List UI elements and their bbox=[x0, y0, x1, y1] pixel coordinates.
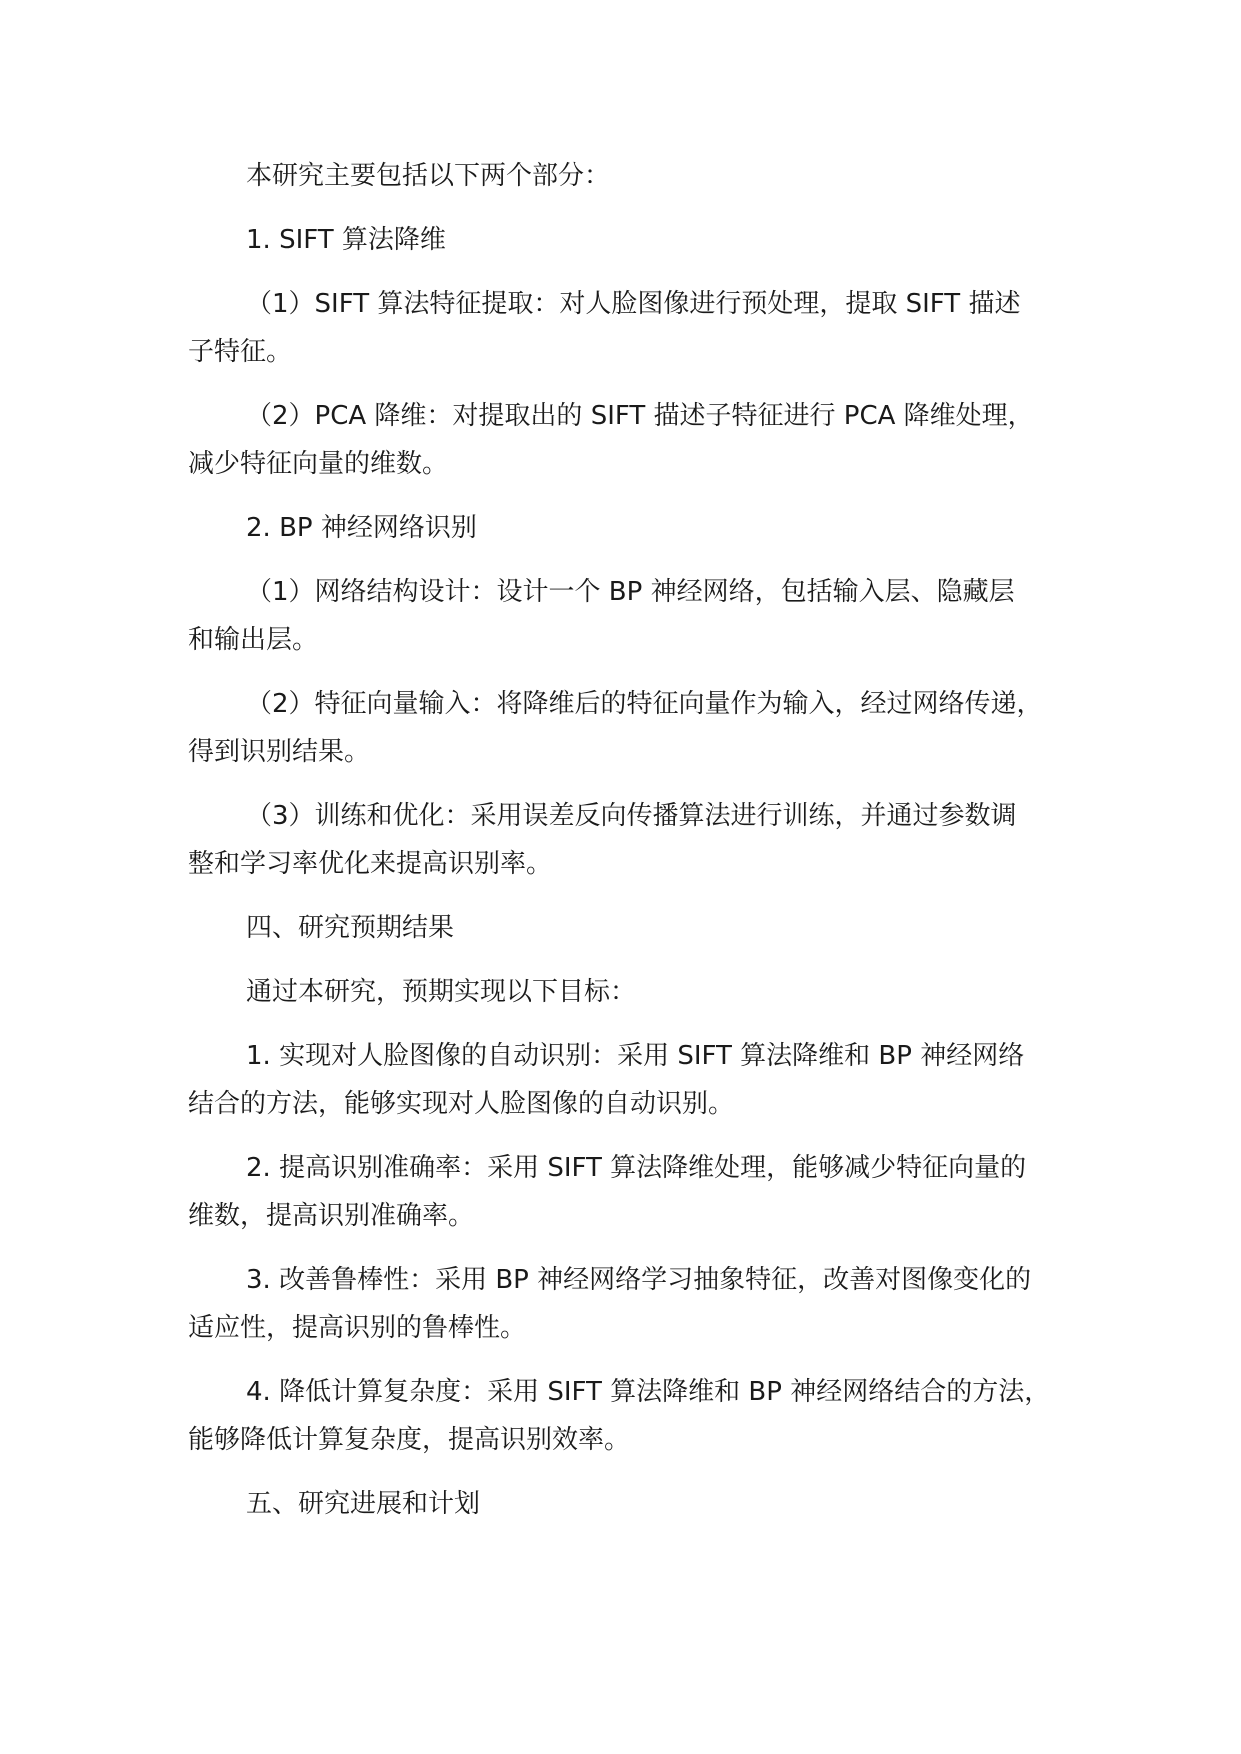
text-line: 1. 实现对人脸图像的自动识别：采用 SIFT 算法降维和 BP 神经网络 bbox=[246, 1041, 1025, 1071]
text-line: 适应性，提高识别的鲁棒性。 bbox=[188, 1313, 527, 1343]
text-line: 子特征。 bbox=[188, 337, 293, 367]
text-line: 本研究主要包括以下两个部分： bbox=[246, 161, 611, 191]
expected-results-intro bbox=[188, 968, 1088, 1016]
list-item-network-design bbox=[188, 568, 1088, 664]
text-line: （3）训练和优化：采用误差反向传播算法进行训练，并通过参数调 bbox=[246, 801, 1017, 831]
intro-paragraph bbox=[188, 152, 1088, 200]
text-line: 减少特征向量的维数。 bbox=[188, 449, 449, 479]
text-line: 和输出层。 bbox=[188, 625, 319, 655]
section-heading-progress-plan bbox=[188, 1480, 1088, 1528]
text-line: 2. 提高识别准确率：采用 SIFT 算法降维处理，能够减少特征向量的 bbox=[246, 1153, 1027, 1183]
text-line: （1）网络结构设计：设计一个 BP 神经网络，包括输入层、隐藏层 bbox=[246, 577, 1015, 607]
goal-item-robustness bbox=[188, 1256, 1088, 1352]
section-heading-bp bbox=[188, 504, 1088, 552]
text-line: 4. 降低计算复杂度：采用 SIFT 算法降维和 BP 神经网络结合的方法， bbox=[246, 1377, 1051, 1407]
text-line: 结合的方法，能够实现对人脸图像的自动识别。 bbox=[188, 1089, 735, 1119]
list-item-sift-extraction bbox=[188, 280, 1088, 376]
text-line: 2. BP 神经网络识别 bbox=[246, 513, 477, 543]
text-line: （2）PCA 降维：对提取出的 SIFT 描述子特征进行 PCA 降维处理， bbox=[246, 401, 1034, 431]
goal-item-auto-recognition bbox=[188, 1032, 1088, 1128]
document-body bbox=[188, 152, 1088, 1528]
text-line: 通过本研究，预期实现以下目标： bbox=[246, 977, 637, 1007]
text-line: （2）特征向量输入：将降维后的特征向量作为输入，经过网络传递， bbox=[246, 689, 1043, 719]
list-item-pca bbox=[188, 392, 1088, 488]
text-line: 3. 改善鲁棒性：采用 BP 神经网络学习抽象特征，改善对图像变化的 bbox=[246, 1265, 1032, 1295]
text-line: 得到识别结果。 bbox=[188, 737, 371, 767]
section-heading-expected-results bbox=[188, 904, 1088, 952]
goal-item-accuracy bbox=[188, 1144, 1088, 1240]
text-line: （1）SIFT 算法特征提取：对人脸图像进行预处理，提取 SIFT 描述 bbox=[246, 289, 1021, 319]
section-heading-sift bbox=[188, 216, 1088, 264]
text-line: 四、研究预期结果 bbox=[246, 913, 455, 943]
goal-item-complexity bbox=[188, 1368, 1088, 1464]
text-line: 五、研究进展和计划 bbox=[246, 1489, 481, 1519]
list-item-feature-input bbox=[188, 680, 1088, 776]
text-line: 维数，提高识别准确率。 bbox=[188, 1201, 475, 1231]
text-line: 整和学习率优化来提高识别率。 bbox=[188, 849, 553, 879]
text-line: 1. SIFT 算法降维 bbox=[246, 225, 446, 255]
list-item-training bbox=[188, 792, 1088, 888]
text-line: 能够降低计算复杂度，提高识别效率。 bbox=[188, 1425, 631, 1455]
